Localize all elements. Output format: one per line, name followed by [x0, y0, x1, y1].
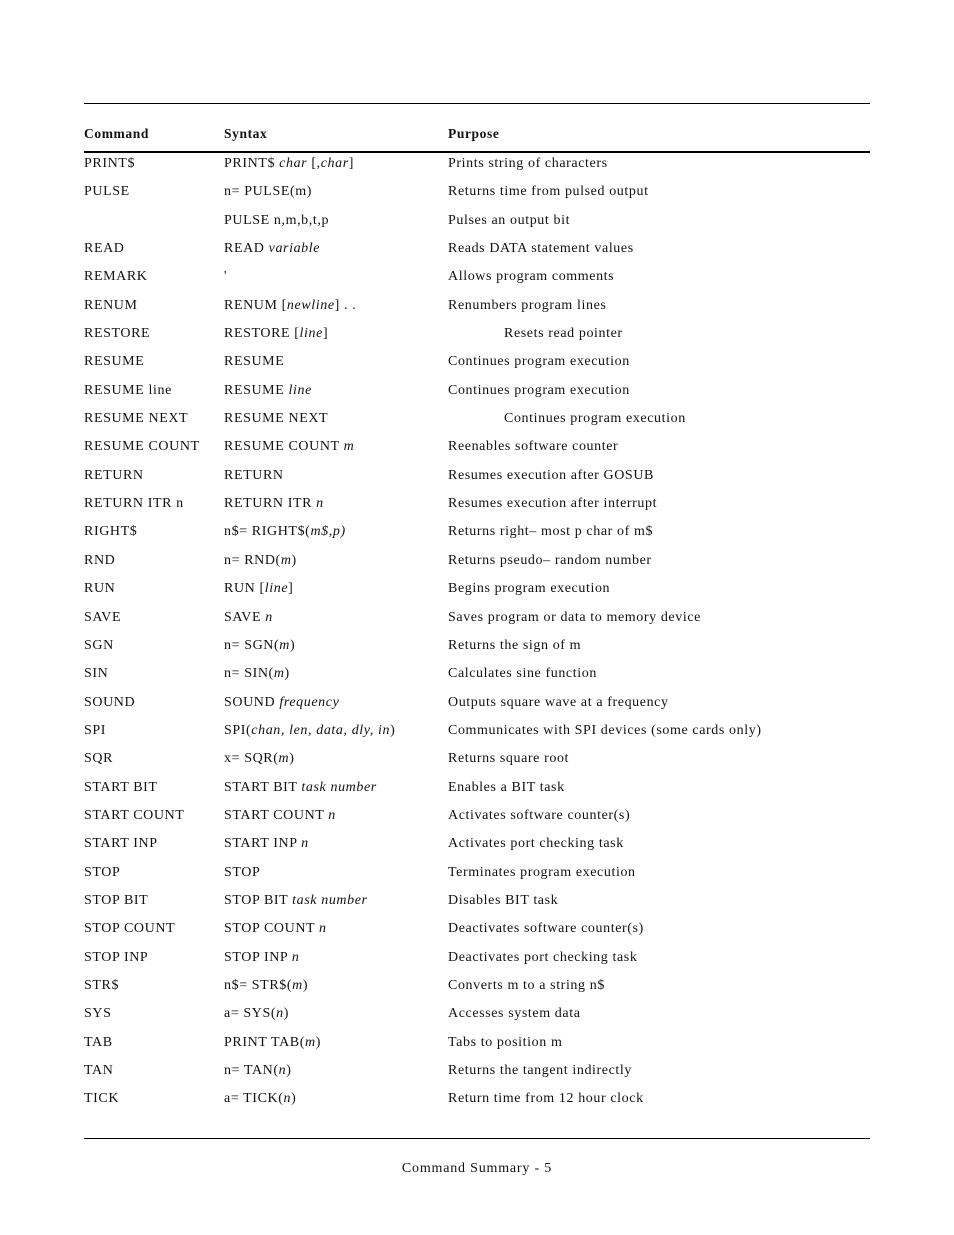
- syntax-cell: [224, 978, 308, 994]
- purpose-cell: Returns time from pulsed output: [448, 184, 649, 200]
- table-row: [84, 438, 870, 466]
- purpose-cell: Activates software counter(s): [448, 807, 631, 823]
- command-cell: TICK: [84, 1091, 120, 1107]
- syntax-cell: [224, 1063, 292, 1079]
- top-rule: [84, 103, 870, 104]
- syntax-segment: n: [276, 1006, 284, 1022]
- syntax-segment: ] . .: [334, 297, 357, 313]
- syntax-segment: m: [279, 637, 290, 653]
- table-row: [84, 750, 870, 778]
- syntax-cell: [224, 553, 297, 569]
- syntax-segment: m: [278, 751, 290, 767]
- command-cell: RESUME line: [84, 382, 172, 398]
- syntax-segment: frequency: [279, 694, 340, 710]
- syntax-segment: ): [390, 722, 396, 738]
- purpose-cell: Renumbers program lines: [448, 297, 607, 313]
- syntax-segment: RETURN: [224, 467, 284, 483]
- syntax-cell: [224, 865, 260, 881]
- purpose-cell: Returns the tangent indirectly: [448, 1063, 633, 1078]
- purpose-cell: Deactivates software counter(s): [448, 921, 644, 937]
- table-row: [84, 892, 870, 920]
- syntax-cell: [224, 524, 346, 540]
- purpose-cell: Saves program or data to memory device: [448, 609, 701, 625]
- syntax-segment: ): [289, 637, 296, 653]
- syntax-segment: n: [328, 807, 336, 823]
- syntax-segment: [,: [307, 156, 321, 171]
- command-cell: RESUME COUNT: [84, 439, 200, 455]
- table-row: [84, 1062, 870, 1090]
- syntax-segment: START BIT: [224, 779, 302, 795]
- syntax-segment: n: [316, 496, 324, 512]
- syntax-cell: [224, 298, 356, 314]
- syntax-segment: m$,p): [310, 524, 346, 540]
- purpose-cell: Deactivates port checking task: [448, 949, 638, 965]
- syntax-segment: SAVE: [224, 609, 266, 625]
- purpose-cell: Disables BIT task: [448, 892, 559, 908]
- syntax-segment: m: [292, 977, 303, 993]
- command-cell: SGN: [84, 637, 114, 653]
- command-cell: TAN: [84, 1063, 114, 1078]
- syntax-cell: [224, 751, 294, 767]
- syntax-cell: [224, 439, 354, 455]
- syntax-cell: [224, 1035, 321, 1051]
- command-cell: RENUM: [84, 297, 138, 313]
- command-cell: RUN: [84, 581, 116, 597]
- purpose-cell: Continues program execution: [448, 382, 630, 398]
- syntax-segment: ): [291, 1091, 297, 1107]
- purpose-cell: Resets read pointer: [504, 326, 623, 342]
- syntax-segment: ): [289, 751, 295, 767]
- syntax-segment: m: [304, 1034, 316, 1050]
- syntax-cell: [224, 581, 293, 597]
- purpose-cell: Returns the sign of m: [448, 637, 582, 653]
- syntax-segment: ): [315, 1034, 321, 1050]
- syntax-segment: READ: [224, 241, 269, 257]
- syntax-segment: RETURN ITR: [224, 496, 317, 512]
- table-row: [84, 410, 870, 438]
- purpose-cell: Resumes execution after GOSUB: [448, 467, 654, 483]
- syntax-segment: RESUME NEXT: [224, 411, 329, 427]
- syntax-segment: n: [278, 1063, 287, 1078]
- command-cell: SOUND: [84, 694, 136, 710]
- syntax-segment: ): [286, 1063, 292, 1078]
- syntax-cell: [224, 213, 329, 229]
- table-row: [84, 977, 870, 1005]
- syntax-segment: STOP INP: [224, 949, 292, 965]
- syntax-cell: [224, 156, 354, 172]
- table-row: [84, 183, 870, 211]
- table-row: [84, 609, 870, 637]
- command-cell: SYS: [84, 1006, 112, 1022]
- syntax-segment: variable: [268, 241, 321, 257]
- purpose-cell: Return time from 12 hour clock: [448, 1091, 644, 1107]
- table-row: [84, 240, 870, 268]
- syntax-cell: [224, 1006, 289, 1022]
- table-row: [84, 212, 870, 240]
- table-row: [84, 1005, 870, 1033]
- purpose-cell: Continues program execution: [448, 354, 630, 370]
- command-cell: READ: [84, 241, 125, 257]
- syntax-segment: RESUME COUNT: [224, 439, 344, 455]
- syntax-segment: line: [288, 382, 312, 398]
- command-table: [84, 155, 870, 1119]
- syntax-segment: n: [265, 609, 273, 625]
- table-row: [84, 353, 870, 381]
- syntax-segment: STOP COUNT: [224, 921, 320, 937]
- purpose-cell: Resumes execution after interrupt: [448, 496, 658, 512]
- purpose-cell: Pulses an output bit: [448, 212, 571, 228]
- purpose-cell: Calculates sine function: [448, 666, 597, 682]
- table-row: [84, 495, 870, 523]
- syntax-segment: RESUME: [224, 354, 285, 370]
- syntax-segment: newline: [286, 297, 335, 313]
- table-row: [84, 637, 870, 665]
- header-syntax: Syntax: [224, 126, 268, 141]
- purpose-cell: Reads DATA statement values: [448, 241, 634, 257]
- command-cell: STOP: [84, 864, 121, 880]
- syntax-segment: task number: [292, 892, 368, 908]
- syntax-segment: task number: [301, 779, 377, 795]
- syntax-segment: ): [284, 666, 290, 682]
- command-cell: STOP BIT: [84, 892, 149, 908]
- syntax-cell: [224, 496, 324, 512]
- syntax-segment: ]: [288, 581, 294, 597]
- table-row: [84, 807, 870, 835]
- syntax-cell: [224, 893, 368, 909]
- syntax-cell: [224, 666, 290, 682]
- syntax-segment: SOUND: [224, 694, 280, 710]
- purpose-cell: Returns right– most p char of m$: [448, 524, 654, 540]
- command-cell: STOP COUNT: [84, 921, 176, 937]
- syntax-segment: ]: [322, 326, 329, 342]
- command-cell: RESUME: [84, 354, 145, 370]
- syntax-segment: n$= RIGHT$(: [224, 524, 311, 540]
- syntax-segment: a= TICK(: [224, 1091, 284, 1107]
- syntax-segment: x= SQR(: [224, 751, 279, 767]
- purpose-cell: Continues program execution: [504, 411, 686, 427]
- command-cell: RND: [84, 552, 116, 568]
- syntax-segment: n: [301, 836, 309, 852]
- syntax-cell: [224, 610, 273, 626]
- header-command: Command: [84, 126, 149, 141]
- table-row: [84, 779, 870, 807]
- command-cell: PULSE: [84, 184, 130, 200]
- table-row: [84, 920, 870, 948]
- syntax-segment: ): [302, 977, 309, 993]
- command-cell: RESUME NEXT: [84, 411, 189, 427]
- command-cell: PRINT$: [84, 156, 136, 171]
- syntax-cell: [224, 1091, 296, 1107]
- syntax-cell: [224, 241, 320, 257]
- command-cell: RIGHT$: [84, 524, 138, 540]
- syntax-cell: [224, 950, 300, 966]
- purpose-cell: Enables a BIT task: [448, 779, 565, 795]
- command-cell: RETURN ITR n: [84, 496, 184, 512]
- syntax-segment: n= RND(: [224, 552, 281, 568]
- purpose-cell: Reenables software counter: [448, 439, 619, 455]
- purpose-cell: Converts m to a string n$: [448, 977, 605, 993]
- syntax-cell: [224, 780, 377, 796]
- purpose-cell: Activates port checking task: [448, 836, 624, 852]
- syntax-segment: PRINT$: [224, 156, 280, 171]
- syntax-segment: char: [320, 156, 349, 171]
- header-purpose: Purpose: [448, 126, 500, 141]
- table-row: [84, 835, 870, 863]
- command-cell: START COUNT: [84, 807, 185, 823]
- bottom-rule: [84, 1138, 870, 1139]
- syntax-segment: m: [273, 666, 285, 682]
- table-row: [84, 1034, 870, 1062]
- command-cell: SQR: [84, 751, 114, 767]
- table-row: [84, 552, 870, 580]
- syntax-segment: m: [343, 439, 355, 455]
- syntax-cell: [224, 468, 284, 484]
- syntax-cell: [224, 808, 336, 824]
- syntax-cell: [224, 723, 395, 739]
- syntax-segment: RUN [: [224, 581, 265, 597]
- syntax-segment: line: [264, 581, 289, 597]
- command-cell: START INP: [84, 836, 158, 852]
- syntax-segment: ': [224, 269, 228, 285]
- syntax-segment: n: [283, 1091, 292, 1107]
- syntax-segment: n: [291, 949, 300, 965]
- table-row: [84, 523, 870, 551]
- syntax-cell: [224, 326, 328, 342]
- syntax-segment: RESTORE [: [224, 326, 300, 342]
- syntax-segment: n= SGN(: [224, 637, 280, 653]
- syntax-segment: ): [291, 552, 297, 568]
- purpose-cell: Tabs to position m: [448, 1034, 563, 1050]
- command-cell: STR$: [84, 977, 120, 993]
- syntax-segment: chan, len, data, dly, in: [251, 722, 391, 738]
- syntax-segment: PRINT TAB(: [224, 1034, 305, 1050]
- syntax-segment: PULSE n,m,b,t,p: [224, 212, 330, 228]
- table-row: [84, 155, 870, 183]
- syntax-segment: line: [299, 326, 323, 342]
- purpose-cell: Begins program execution: [448, 581, 611, 597]
- table-row: [84, 864, 870, 892]
- syntax-segment: SPI(: [224, 722, 252, 738]
- syntax-segment: ]: [348, 156, 355, 171]
- syntax-cell: [224, 269, 227, 285]
- table-row: [84, 694, 870, 722]
- syntax-segment: RESUME: [224, 382, 289, 398]
- command-cell: REMARK: [84, 269, 148, 285]
- header-rule: [84, 151, 870, 153]
- syntax-cell: [224, 411, 328, 427]
- syntax-segment: char: [279, 156, 308, 171]
- syntax-cell: [224, 638, 295, 654]
- purpose-cell: Returns pseudo– random number: [448, 552, 652, 568]
- syntax-cell: [224, 354, 284, 370]
- table-row: [84, 297, 870, 325]
- command-cell: START BIT: [84, 779, 158, 795]
- table-row: [84, 268, 870, 296]
- syntax-segment: n= TAN(: [224, 1063, 279, 1078]
- table-row: [84, 580, 870, 608]
- purpose-cell: Terminates program execution: [448, 864, 636, 880]
- syntax-segment: n: [319, 921, 327, 937]
- syntax-segment: ): [283, 1006, 290, 1022]
- purpose-cell: Communicates with SPI devices (some cards only): [448, 722, 762, 738]
- syntax-cell: [224, 184, 312, 200]
- syntax-segment: START COUNT: [224, 807, 329, 823]
- syntax-segment: n$= STR$(: [224, 977, 293, 993]
- command-cell: SPI: [84, 722, 107, 738]
- table-row: [84, 467, 870, 495]
- syntax-cell: [224, 695, 339, 711]
- command-cell: RETURN: [84, 467, 144, 483]
- table-row: [84, 325, 870, 353]
- table-row: [84, 665, 870, 693]
- table-row: [84, 1090, 870, 1118]
- purpose-cell: Prints string of characters: [448, 156, 608, 171]
- table-row: [84, 722, 870, 750]
- command-cell: SIN: [84, 666, 109, 682]
- syntax-cell: [224, 383, 312, 399]
- command-cell: SAVE: [84, 609, 122, 625]
- syntax-segment: STOP: [224, 864, 261, 880]
- purpose-cell: Accesses system data: [448, 1006, 581, 1022]
- page-footer: Command Summary - 5: [401, 1161, 553, 1176]
- purpose-cell: Outputs square wave at a frequency: [448, 694, 669, 710]
- command-cell: STOP INP: [84, 949, 149, 965]
- syntax-segment: m: [280, 552, 292, 568]
- command-cell: TAB: [84, 1034, 113, 1050]
- syntax-cell: [224, 921, 327, 937]
- command-cell: RESTORE: [84, 326, 151, 342]
- syntax-segment: RENUM [: [224, 297, 287, 313]
- syntax-segment: n= PULSE(m): [224, 184, 312, 200]
- syntax-cell: [224, 836, 309, 852]
- purpose-cell: Allows program comments: [448, 269, 615, 285]
- syntax-segment: STOP BIT: [224, 892, 293, 908]
- syntax-segment: a= SYS(: [224, 1006, 277, 1022]
- table-row: [84, 382, 870, 410]
- syntax-segment: START INP: [224, 836, 302, 852]
- purpose-cell: Returns square root: [448, 751, 570, 767]
- syntax-segment: n= SIN(: [224, 666, 274, 682]
- table-row: [84, 949, 870, 977]
